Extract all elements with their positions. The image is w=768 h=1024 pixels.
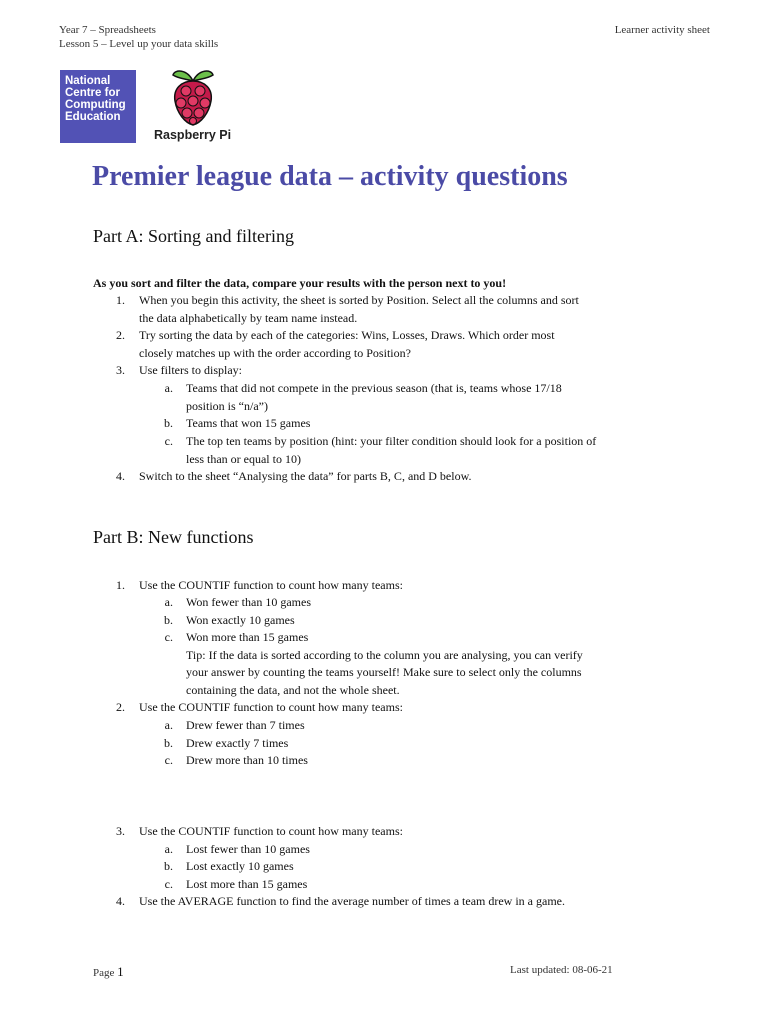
ncce-logo-line: National: [65, 75, 111, 87]
footer-page: [93, 964, 124, 980]
sublist-letter: b.: [164, 613, 173, 627]
tip-text: your answer by counting the teams yourself! Make sure to select only the columns: [186, 665, 582, 679]
part-a-lead: As you sort and filter the data, compare your results with the person next to you!: [93, 276, 507, 290]
sublist-item-text: Lost more than 15 games: [186, 877, 308, 891]
sublist-letter: b.: [164, 416, 173, 430]
list-item-text: the data alphabetically by team name instead.: [139, 311, 358, 325]
list-item-text: Use the AVERAGE function to find the average number of times a team drew in a game.: [139, 894, 565, 908]
part-a-heading: Part A: Sorting and filtering: [93, 226, 294, 246]
list-item-text: When you begin this activity, the sheet is sorted by Position. Select all the columns and sort: [139, 293, 579, 307]
list-item-text: Use the COUNTIF function to count how many teams:: [139, 700, 403, 714]
sublist-letter: a.: [164, 381, 173, 395]
ncce-logo-line: Computing: [65, 99, 126, 111]
raspberry-pi-logo: [154, 67, 238, 147]
tip-text: Tip: If the data is sorted according to the column you are analysing, you can verify: [186, 648, 583, 662]
sublist-item-text: Lost exactly 10 games: [186, 859, 294, 873]
sublist-item-text: Won fewer than 10 games: [186, 595, 311, 609]
sublist-letter: b.: [164, 859, 173, 873]
sheet-type: Learner activity sheet: [614, 24, 710, 36]
last-updated: Last updated: 08-06-21: [510, 964, 613, 976]
sublist-letter: c.: [164, 630, 173, 644]
header-left: [59, 23, 218, 51]
sublist-letter: a.: [164, 595, 173, 609]
list-number: 1.: [116, 293, 125, 307]
list-item-text: Use the COUNTIF function to count how many teams:: [139, 824, 403, 838]
sublist-item-text: Teams that did not compete in the previous season (that is, teams whose 17/18: [186, 381, 562, 395]
raspberry-pi-wordmark: Raspberry Pi: [154, 128, 232, 142]
list-number: 2.: [116, 700, 125, 714]
page-title: Premier league data – activity questions: [92, 161, 568, 192]
list-number: 4.: [116, 469, 125, 483]
sublist-letter: c.: [164, 877, 173, 891]
sublist-item-text: Teams that won 15 games: [186, 416, 311, 430]
list-item-text: Use the COUNTIF function to count how many teams:: [139, 578, 403, 592]
sublist-letter: a.: [164, 718, 173, 732]
sublist-item-text: Drew exactly 7 times: [186, 736, 289, 750]
sublist-item-text: Won exactly 10 games: [186, 613, 295, 627]
sublist-item-text: Drew more than 10 times: [186, 753, 308, 767]
sublist-item-text: Won more than 15 games: [186, 630, 309, 644]
sublist-letter: b.: [164, 736, 173, 750]
sublist-letter: c.: [164, 753, 173, 767]
list-number: 3.: [116, 363, 125, 377]
list-number: 2.: [116, 328, 125, 342]
ncce-logo: [60, 70, 136, 143]
part-b-heading: Part B: New functions: [93, 527, 254, 547]
course-name: Year 7 – Spreadsheets: [59, 24, 156, 36]
list-item-text: Use filters to display:: [139, 363, 242, 377]
list-number: 3.: [116, 824, 125, 838]
list-number: 4.: [116, 894, 125, 908]
page-label: Page: [93, 967, 115, 979]
list-item-text: Try sorting the data by each of the categories: Wins, Losses, Draws. Which order most: [139, 328, 555, 342]
ncce-logo-line: Education: [65, 111, 121, 123]
sublist-item-text: Drew fewer than 7 times: [186, 718, 305, 732]
sublist-item-text: less than or equal to 10): [186, 452, 301, 466]
sublist-item-text: The top ten teams by position (hint: your filter condition should look for a position of: [186, 434, 597, 448]
sublist-letter: c.: [164, 434, 173, 448]
sublist-letter: a.: [164, 842, 173, 856]
sublist-item-text: position is “n/a”): [186, 399, 268, 413]
page-number: 1: [117, 964, 124, 979]
ncce-logo-line: Centre for: [65, 87, 120, 99]
raspberry-icon: [167, 67, 219, 127]
lesson-name: Lesson 5 – Level up your data skills: [59, 38, 219, 50]
list-item-text: closely matches up with the order according to Position?: [139, 346, 411, 360]
list-item-text: Switch to the sheet “Analysing the data” for parts B, C, and D below.: [139, 469, 472, 483]
list-number: 1.: [116, 578, 125, 592]
tip-text: containing the data, and not the whole sheet.: [186, 683, 400, 697]
sublist-item-text: Lost fewer than 10 games: [186, 842, 310, 856]
